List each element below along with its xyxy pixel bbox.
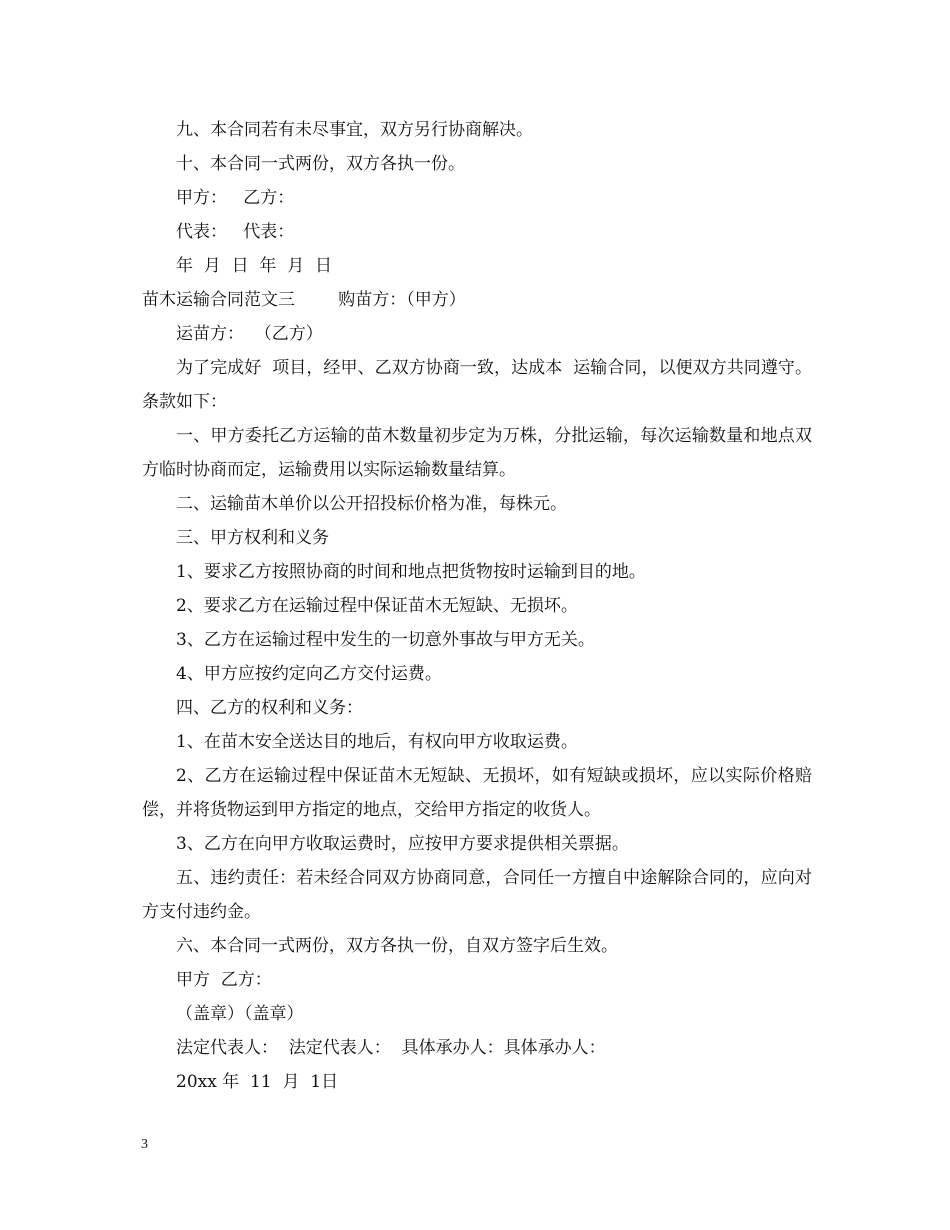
clause-nine: 九、本合同若有未尽事宜，双方另行协商解决。 bbox=[176, 120, 533, 140]
final-signature-seals: （盖章）（盖章） bbox=[176, 1004, 304, 1024]
clause-four-item-2: 2、乙方在运输过程中保证苗木无短缺、无损坏，如有短缺或损坏，应以实际价格赔偿，并将货物运到甲方指定的地点，交给甲方指定的收货人。 bbox=[142, 766, 812, 820]
clause-three-item-3: 3、乙方在运输过程中发生的一切意外事故与甲方无关。 bbox=[176, 630, 595, 650]
clause-two: 二、运输苗木单价以公开招投标价格为准，每株元。 bbox=[176, 494, 567, 514]
clause-one: 一、甲方委托乙方运输的苗木数量初步定为万株，分批运输，每次运输数量和地点双方临时协商而定，运输费用以实际运输数量结算。 bbox=[142, 426, 812, 480]
clause-three-item-2: 2、要求乙方在运输过程中保证苗木无短缺、无损坏。 bbox=[176, 596, 578, 616]
clause-three-item-4: 4、甲方应按约定向乙方交付运费。 bbox=[176, 664, 442, 684]
clause-four-heading: 四、乙方的权利和义务： bbox=[176, 698, 363, 718]
clause-five: 五、违约责任：若未经合同双方协商同意，合同任一方擅自中途解除合同的，应向对方支付违约金。 bbox=[142, 868, 812, 922]
signature-dates: 年 月 日 年 月 日 bbox=[176, 256, 333, 276]
carrier-party: 运苗方： （乙方） bbox=[176, 324, 323, 344]
preamble: 为了完成好 项目，经甲、乙双方协商一致，达成本 运输合同，以便双方共同遵守。条款如下： bbox=[142, 358, 812, 412]
final-signature-representatives: 法定代表人： 法定代表人： 具体承办人：具体承办人： bbox=[176, 1038, 606, 1058]
clause-four-item-3: 3、乙方在向甲方收取运费时，应按甲方要求提供相关票据。 bbox=[176, 834, 629, 854]
contract-three-heading: 苗木运输合同范文三 购苗方：（甲方） bbox=[142, 290, 466, 310]
clause-ten: 十、本合同一式两份，双方各执一份。 bbox=[176, 154, 465, 174]
final-signature-date: 20xx 年 11 月 1日 bbox=[176, 1072, 339, 1092]
signature-parties: 甲方： 乙方： bbox=[176, 188, 295, 208]
signature-representatives: 代表： 代表： bbox=[176, 222, 295, 242]
clause-six: 六、本合同一式两份，双方各执一份，自双方签字后生效。 bbox=[176, 936, 618, 956]
final-signature-parties: 甲方 乙方： bbox=[176, 970, 272, 990]
clause-four-item-1: 1、在苗木安全送达目的地后，有权向甲方收取运费。 bbox=[176, 732, 578, 752]
document-body bbox=[142, 113, 812, 1099]
page-number: 3 bbox=[141, 1137, 148, 1152]
clause-three-item-1: 1、要求乙方按照协商的时间和地点把货物按时运输到目的地。 bbox=[176, 562, 646, 582]
clause-three-heading: 三、甲方权利和义务 bbox=[176, 528, 329, 548]
